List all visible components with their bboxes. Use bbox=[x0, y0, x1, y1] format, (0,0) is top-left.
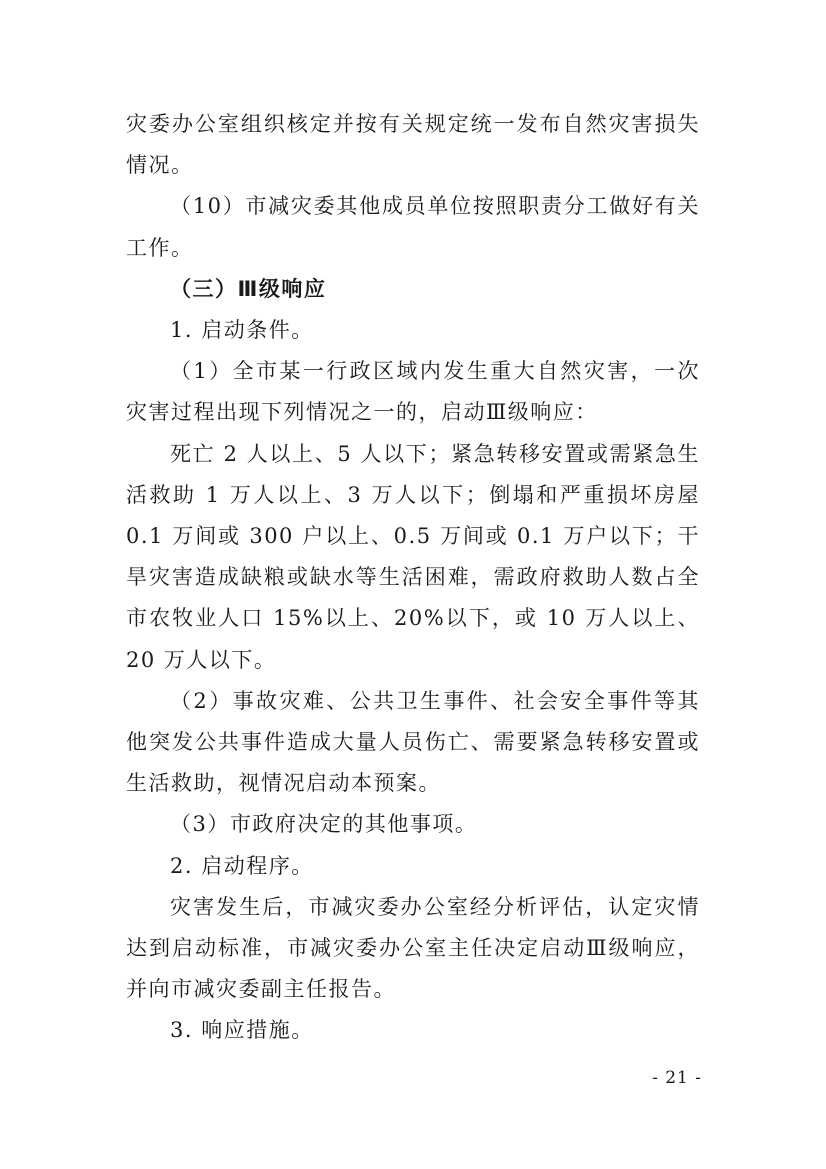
paragraph-condition-3: （3）市政府决定的其他事项。 bbox=[170, 812, 478, 837]
document-body bbox=[126, 104, 700, 1052]
paragraph-response-measures: 3. 响应措施。 bbox=[170, 1018, 314, 1043]
paragraph-startup-conditions: 1. 启动条件。 bbox=[170, 318, 314, 343]
paragraph-loss-release: 灾委办公室组织核定并按有关规定统一发布自然灾害损失情况。 bbox=[126, 112, 700, 178]
paragraph-startup-procedure: 2. 启动程序。 bbox=[170, 853, 314, 878]
paragraph-procedure-details: 灾害发生后，市减灾委办公室经分析评估，认定灾情达到启动标准，市减灾委办公室主任决定启动Ⅲ级响应，并向市减灾委副主任报告。 bbox=[126, 894, 700, 1002]
paragraph-condition-1-details: 死亡 2 人以上、5 人以下；紧急转移安置或需紧急生活救助 1 万人以上、3 万人以下；倒塌和严重损坏房屋 0.1 万间或 300 户以上、0.5 万间或 0.1 万户以下；干旱灾害造成缺粮或缺水等生活困难，需政府救助人数占全市农牧业人口 15%以上、20%以下，或 10 万人以上、20 万人以下。 bbox=[126, 441, 700, 672]
paragraph-condition-2: （2）事故灾难、公共卫生事件、社会安全事件等其他突发公共事件造成大量人员伤亡、需要紧急转移安置或生活救助，视情况启动本预案。 bbox=[126, 688, 700, 796]
page-number: - 21 - bbox=[652, 1068, 702, 1088]
paragraph-item-10: （10）市减灾委其他成员单位按照职责分工做好有关工作。 bbox=[126, 194, 700, 260]
section-heading-level-3-response: （三）Ⅲ级响应 bbox=[170, 276, 327, 301]
paragraph-condition-1: （1）全市某一行政区域内发生重大自然灾害，一次灾害过程出现下列情况之一的，启动Ⅲ级响应： bbox=[126, 359, 700, 425]
